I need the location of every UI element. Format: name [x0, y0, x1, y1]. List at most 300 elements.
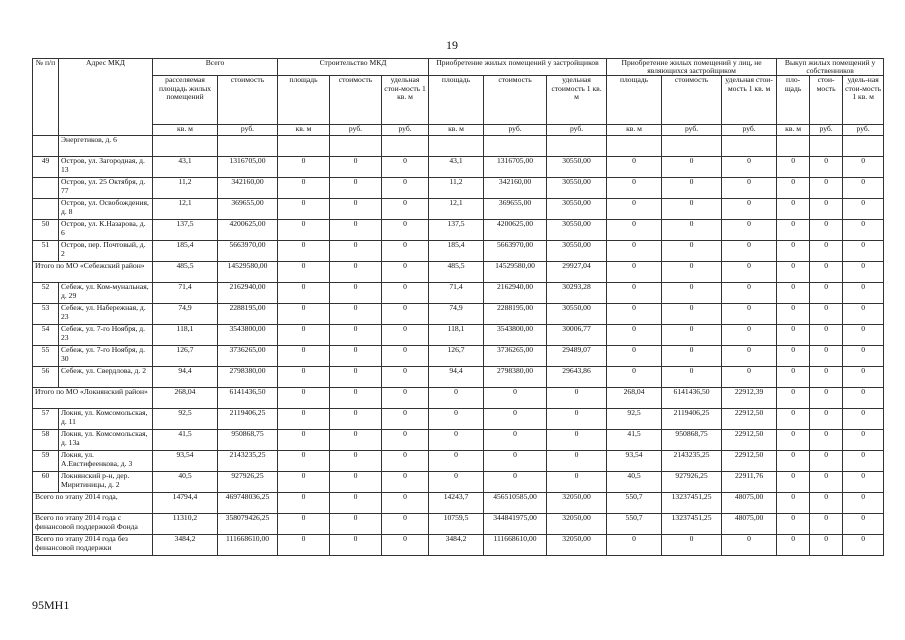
row-number	[33, 136, 59, 157]
row-value: 2162940,00	[218, 283, 278, 304]
subheader-cell: площадь	[278, 76, 330, 125]
row-address: Себеж, ул. Набережная, д. 23	[59, 304, 153, 325]
subheader-cell: стоимость	[662, 76, 722, 125]
row-value: 0	[662, 262, 722, 283]
row-value: 0	[662, 535, 722, 556]
row-value: 0	[607, 262, 662, 283]
row-value: 0	[843, 430, 884, 451]
row-value: 0	[810, 262, 843, 283]
row-value: 0	[484, 451, 547, 472]
housing-table	[32, 58, 884, 556]
header-acq-nondev: Приобретение жилых помещений у лиц, не являющихся застройщиком	[607, 59, 777, 76]
row-value: 0	[330, 262, 382, 283]
row-value: 41,5	[607, 430, 662, 451]
row-value: 71,4	[153, 283, 218, 304]
row-value: 0	[662, 367, 722, 388]
row-value: 0	[278, 472, 330, 493]
unit-cell: кв. м	[607, 125, 662, 136]
header-construction: Строительство МКД	[278, 59, 429, 76]
row-value: 0	[278, 493, 330, 514]
table-row	[33, 178, 884, 199]
row-value: 74,9	[153, 304, 218, 325]
row-value: 2798380,00	[218, 367, 278, 388]
table-row	[33, 220, 884, 241]
row-value: 0	[777, 430, 810, 451]
row-value: 550,7	[607, 493, 662, 514]
row-value: 40,5	[607, 472, 662, 493]
row-value: 0	[330, 388, 382, 409]
row-value: 0	[662, 304, 722, 325]
row-value: 0	[843, 514, 884, 535]
row-value: 0	[607, 199, 662, 220]
row-value: 3484,2	[429, 535, 484, 556]
table-row	[33, 535, 884, 556]
row-value: 0	[722, 199, 777, 220]
table-row	[33, 199, 884, 220]
total-label: Всего по этапу 2014 года с финансовой поддержкой Фонда	[33, 514, 153, 535]
row-value: 0	[330, 367, 382, 388]
row-value: 0	[278, 346, 330, 367]
row-value: 0	[607, 241, 662, 262]
row-value: 0	[330, 178, 382, 199]
row-value: 0	[843, 388, 884, 409]
row-value: 2288195,00	[218, 304, 278, 325]
row-value: 0	[810, 157, 843, 178]
row-value: 0	[484, 472, 547, 493]
row-value: 0	[722, 304, 777, 325]
row-value: 0	[484, 409, 547, 430]
row-value: 0	[662, 346, 722, 367]
row-number: 52	[33, 283, 59, 304]
row-value: 369655,00	[218, 199, 278, 220]
row-value: 48075,00	[722, 493, 777, 514]
subheader-cell: удельная стоимость 1 кв. м	[547, 76, 607, 125]
row-value: 4200625,00	[484, 220, 547, 241]
row-value: 0	[278, 304, 330, 325]
row-value: 0	[777, 199, 810, 220]
row-value: 369655,00	[484, 199, 547, 220]
row-value: 3543800,00	[484, 325, 547, 346]
row-value: 0	[278, 157, 330, 178]
row-value: 0	[330, 430, 382, 451]
row-value: 0	[722, 367, 777, 388]
row-number: 51	[33, 241, 59, 262]
row-value: 30293,28	[547, 283, 607, 304]
row-value: 0	[278, 178, 330, 199]
page-number: 19	[446, 38, 458, 52]
row-value: 0	[810, 493, 843, 514]
row-value: 0	[777, 262, 810, 283]
row-value: 2288195,00	[484, 304, 547, 325]
row-value: 0	[843, 241, 884, 262]
row-value: 126,7	[429, 346, 484, 367]
row-value: 0	[810, 451, 843, 472]
table-row	[33, 451, 884, 472]
row-value: 0	[607, 220, 662, 241]
row-value: 0	[810, 346, 843, 367]
row-value: 0	[777, 304, 810, 325]
unit-cell: руб.	[662, 125, 722, 136]
row-value: 0	[843, 178, 884, 199]
row-value: 41,5	[153, 430, 218, 451]
row-value: 0	[547, 430, 607, 451]
row-value: 0	[843, 346, 884, 367]
row-value: 0	[662, 157, 722, 178]
row-value: 0	[330, 304, 382, 325]
row-value: 0	[843, 304, 884, 325]
row-value: 0	[429, 388, 484, 409]
table-row	[33, 136, 884, 157]
row-value: 2119406,25	[662, 409, 722, 430]
row-value: 0	[382, 409, 429, 430]
header-total: Всего	[153, 59, 278, 76]
row-value: 30550,00	[547, 199, 607, 220]
row-value: 0	[662, 199, 722, 220]
row-value: 358079426,25	[218, 514, 278, 535]
row-value: 0	[722, 325, 777, 346]
row-value: 2798380,00	[484, 367, 547, 388]
subheader-cell: площадь	[429, 76, 484, 125]
row-address: Локня, ул. А.Евстифеенкова, д. 3	[59, 451, 153, 472]
row-value: 0	[810, 472, 843, 493]
header-num: № п/п	[33, 59, 59, 136]
row-value: 0	[330, 514, 382, 535]
row-value: 0	[382, 493, 429, 514]
row-value: 0	[777, 535, 810, 556]
row-address: Себеж, ул. Свердлова, д. 2	[59, 367, 153, 388]
row-value: 0	[429, 409, 484, 430]
row-value: 94,4	[429, 367, 484, 388]
row-value	[810, 136, 843, 157]
subheader-cell: стоимость	[484, 76, 547, 125]
subheader-cell: удель-ная стои-мость 1 кв. м	[843, 76, 884, 125]
row-value: 0	[722, 283, 777, 304]
row-value: 40,5	[153, 472, 218, 493]
row-value: 2143235,25	[662, 451, 722, 472]
row-address: Себеж, ул. Ком-мунальная, д. 29	[59, 283, 153, 304]
row-value: 0	[330, 199, 382, 220]
row-number: 60	[33, 472, 59, 493]
row-value: 3484,2	[153, 535, 218, 556]
row-value: 22911,76	[722, 472, 777, 493]
row-value: 0	[777, 388, 810, 409]
unit-cell: руб.	[722, 125, 777, 136]
header-address: Адрес МКД	[59, 59, 153, 136]
row-value: 469748036,25	[218, 493, 278, 514]
row-value: 137,5	[429, 220, 484, 241]
row-value: 0	[278, 451, 330, 472]
row-value: 0	[278, 241, 330, 262]
row-value: 118,1	[429, 325, 484, 346]
row-value: 0	[330, 451, 382, 472]
row-value: 92,5	[607, 409, 662, 430]
row-value	[547, 136, 607, 157]
row-address: Локня, ул. Комсомольская, д. 13а	[59, 430, 153, 451]
row-value: 0	[777, 472, 810, 493]
row-value: 0	[429, 451, 484, 472]
row-value: 0	[278, 430, 330, 451]
row-value: 0	[547, 472, 607, 493]
row-value: 48075,00	[722, 514, 777, 535]
row-value: 6141436,50	[662, 388, 722, 409]
row-value: 2119406,25	[218, 409, 278, 430]
row-value: 2143235,25	[218, 451, 278, 472]
row-value: 74,9	[429, 304, 484, 325]
row-value	[484, 136, 547, 157]
row-value: 0	[382, 535, 429, 556]
row-value: 30550,00	[547, 241, 607, 262]
row-value: 1316705,00	[484, 157, 547, 178]
row-value: 11,2	[153, 178, 218, 199]
row-value: 0	[843, 220, 884, 241]
row-value: 22912,39	[722, 388, 777, 409]
row-number: 56	[33, 367, 59, 388]
row-value: 0	[722, 178, 777, 199]
table-row	[33, 472, 884, 493]
row-value: 111668610,00	[218, 535, 278, 556]
row-value	[330, 136, 382, 157]
row-value: 0	[843, 283, 884, 304]
table-row	[33, 409, 884, 430]
row-value: 0	[843, 493, 884, 514]
row-value: 32050,00	[547, 493, 607, 514]
row-value: 0	[382, 472, 429, 493]
row-number	[33, 178, 59, 199]
table-row	[33, 514, 884, 535]
row-value: 0	[607, 325, 662, 346]
row-value	[607, 136, 662, 157]
row-value: 126,7	[153, 346, 218, 367]
row-value: 0	[607, 178, 662, 199]
row-value: 0	[278, 283, 330, 304]
subheader-cell: стои-мость	[810, 76, 843, 125]
row-number: 57	[33, 409, 59, 430]
row-value: 14794,4	[153, 493, 218, 514]
table-row	[33, 388, 884, 409]
row-value: 0	[843, 157, 884, 178]
row-value: 0	[810, 388, 843, 409]
row-value: 0	[843, 535, 884, 556]
row-value: 0	[810, 304, 843, 325]
row-value: 0	[777, 220, 810, 241]
table-row	[33, 430, 884, 451]
row-value: 0	[382, 241, 429, 262]
row-value	[429, 136, 484, 157]
total-label: Всего по этапу 2014 года без финансовой поддержки	[33, 535, 153, 556]
row-value: 0	[429, 472, 484, 493]
row-value: 0	[607, 367, 662, 388]
row-address: Себеж, ул. 7-го Ноября, д. 30	[59, 346, 153, 367]
row-value: 0	[662, 178, 722, 199]
row-value: 0	[382, 304, 429, 325]
row-value: 0	[547, 451, 607, 472]
row-value: 0	[777, 451, 810, 472]
row-value: 0	[722, 262, 777, 283]
row-value: 0	[278, 367, 330, 388]
unit-cell: руб.	[330, 125, 382, 136]
row-value: 32050,00	[547, 514, 607, 535]
row-number: 58	[33, 430, 59, 451]
row-value: 0	[810, 535, 843, 556]
row-value: 0	[382, 325, 429, 346]
row-value: 94,4	[153, 367, 218, 388]
row-value: 10759,5	[429, 514, 484, 535]
row-value: 0	[662, 220, 722, 241]
unit-cell: руб.	[484, 125, 547, 136]
row-value: 0	[382, 199, 429, 220]
table-row	[33, 241, 884, 262]
row-value: 14243,7	[429, 493, 484, 514]
row-value: 185,4	[429, 241, 484, 262]
row-value: 342160,00	[218, 178, 278, 199]
row-value: 0	[330, 220, 382, 241]
row-value: 268,04	[153, 388, 218, 409]
row-value: 0	[777, 241, 810, 262]
header-buyout: Выкуп жилых помещений у собственников	[777, 59, 884, 76]
row-address: Остров, пер. Почтовый, д. 2	[59, 241, 153, 262]
subheader-cell: площадь	[607, 76, 662, 125]
subheader-cell: пло-щадь	[777, 76, 810, 125]
total-label: Итого по МО «Локнянский район»	[33, 388, 153, 409]
row-value: 71,4	[429, 283, 484, 304]
row-value: 0	[547, 409, 607, 430]
row-value: 0	[810, 430, 843, 451]
row-value: 0	[810, 220, 843, 241]
row-value: 0	[843, 199, 884, 220]
row-value: 0	[843, 325, 884, 346]
row-value: 0	[382, 346, 429, 367]
row-value	[278, 136, 330, 157]
row-value: 0	[810, 409, 843, 430]
row-value: 268,04	[607, 388, 662, 409]
row-value: 0	[382, 262, 429, 283]
header-acq-dev: Приобретение жилых помещений у застройщиков	[429, 59, 607, 76]
unit-cell: кв. м	[777, 125, 810, 136]
row-value: 5663970,00	[484, 241, 547, 262]
row-number	[33, 199, 59, 220]
row-value: 0	[382, 430, 429, 451]
row-value: 0	[484, 430, 547, 451]
row-value: 43,1	[153, 157, 218, 178]
row-value: 0	[662, 325, 722, 346]
row-value: 0	[777, 367, 810, 388]
row-value: 32050,00	[547, 535, 607, 556]
row-value: 950868,75	[662, 430, 722, 451]
row-value: 0	[777, 283, 810, 304]
row-address: Себеж, ул. 7-го Ноября, д. 23	[59, 325, 153, 346]
table-row	[33, 283, 884, 304]
subheader-cell: стоимость	[330, 76, 382, 125]
row-value: 0	[547, 388, 607, 409]
row-value: 14529580,00	[218, 262, 278, 283]
row-value: 0	[662, 241, 722, 262]
row-value: 550,7	[607, 514, 662, 535]
row-number: 54	[33, 325, 59, 346]
row-value: 22912,50	[722, 430, 777, 451]
row-value: 3543800,00	[218, 325, 278, 346]
row-value: 22912,50	[722, 451, 777, 472]
row-value: 0	[382, 157, 429, 178]
table-row	[33, 262, 884, 283]
row-value: 0	[810, 514, 843, 535]
row-value: 0	[810, 241, 843, 262]
row-value: 485,5	[153, 262, 218, 283]
row-value: 0	[330, 157, 382, 178]
row-value	[843, 136, 884, 157]
row-number: 50	[33, 220, 59, 241]
footer-code: 95МН1	[32, 598, 70, 612]
row-value: 118,1	[153, 325, 218, 346]
unit-cell: кв. м	[278, 125, 330, 136]
row-value: 927926,25	[662, 472, 722, 493]
unit-cell: руб.	[843, 125, 884, 136]
table-row	[33, 493, 884, 514]
row-value: 0	[722, 535, 777, 556]
row-number: 55	[33, 346, 59, 367]
table-row	[33, 325, 884, 346]
row-value: 111668610,00	[484, 535, 547, 556]
row-value: 0	[810, 325, 843, 346]
row-value: 14529580,00	[484, 262, 547, 283]
row-value: 22912,50	[722, 409, 777, 430]
row-value: 0	[722, 220, 777, 241]
row-address: Остров, ул. 25 Октября, д. 77	[59, 178, 153, 199]
row-value: 0	[777, 346, 810, 367]
table-row	[33, 157, 884, 178]
row-value: 0	[722, 157, 777, 178]
row-value: 11,2	[429, 178, 484, 199]
row-address: Энергетиков, д. 6	[59, 136, 153, 157]
row-value: 0	[278, 262, 330, 283]
row-value: 0	[843, 409, 884, 430]
table-row	[33, 346, 884, 367]
subheader-cell: стоимость	[218, 76, 278, 125]
row-value: 1316705,00	[218, 157, 278, 178]
row-value: 0	[278, 409, 330, 430]
row-value: 485,5	[429, 262, 484, 283]
subheader-cell: удельная стои-мость 1 кв. м	[722, 76, 777, 125]
row-value: 456510585,00	[484, 493, 547, 514]
unit-cell: руб.	[810, 125, 843, 136]
row-value: 185,4	[153, 241, 218, 262]
row-value: 6141436,50	[218, 388, 278, 409]
row-value: 0	[843, 262, 884, 283]
row-value: 0	[278, 535, 330, 556]
row-value: 0	[278, 388, 330, 409]
row-address: Остров, ул. К.Назарова, д. 6	[59, 220, 153, 241]
row-value: 30006,77	[547, 325, 607, 346]
row-value	[777, 136, 810, 157]
row-value: 93,54	[153, 451, 218, 472]
row-value: 0	[722, 346, 777, 367]
row-value: 927926,25	[218, 472, 278, 493]
row-value: 0	[382, 514, 429, 535]
row-value: 0	[777, 409, 810, 430]
row-value: 0	[330, 346, 382, 367]
row-value: 2162940,00	[484, 283, 547, 304]
row-value	[662, 136, 722, 157]
row-value: 0	[722, 241, 777, 262]
row-value: 344841975,00	[484, 514, 547, 535]
row-value: 13237451,25	[662, 493, 722, 514]
row-value: 0	[429, 430, 484, 451]
row-value: 11310,2	[153, 514, 218, 535]
total-label: Итого по МО «Себежский район»	[33, 262, 153, 283]
row-value: 5663970,00	[218, 241, 278, 262]
total-label: Всего по этапу 2014 года,	[33, 493, 153, 514]
row-value: 0	[810, 178, 843, 199]
row-value: 13237451,25	[662, 514, 722, 535]
